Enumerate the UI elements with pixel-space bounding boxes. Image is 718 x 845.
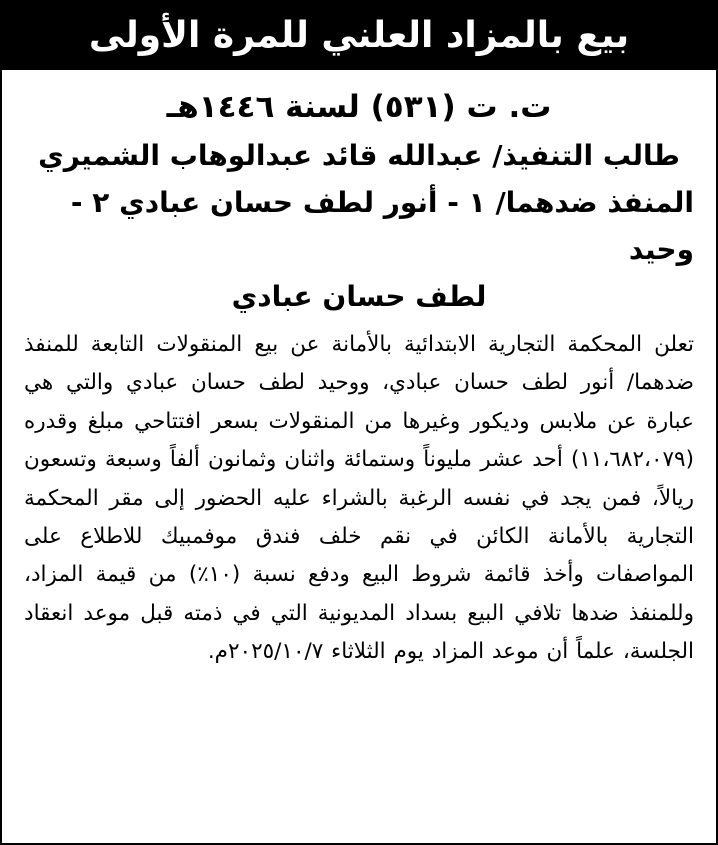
title-bar — [2, 2, 716, 70]
respondents-line-continued: لطف حسان عبادي — [231, 280, 487, 313]
parties-block — [24, 132, 694, 320]
applicant-line: طالب التنفيذ/ عبدالله قائد عبدالوهاب الشميري — [38, 139, 680, 172]
notice-title: بيع بالمزاد العلني للمرة الأولى — [88, 15, 630, 56]
case-number: ت. ت (٥٣١) لسنة ١٤٤٦هـ — [166, 89, 552, 125]
respondents-line: المنفذ ضدهما/ ١ - أنور لطف حسان عبادي ٢ - وحيد — [70, 186, 694, 266]
notice-body: تعلن المحكمة التجارية الابتدائية بالأمانة عن بيع المنقولات التابعة للمنفذ ضدهما/ أنور لطف حسان عبادي، ووحيد لطف حسان عبادي والتي هي عبارة عن ملابس وديكور وغيرها من المنقولات بسعر افتتاحي مبلغ وقدره (١١،٦٨٢،٠٧٩) أحد عشر مليوناً وستمائة واثنان وثمانون ألفاً وسبعة وتسعون ريالاً، فمن يجد في نفسه الرغبة بالشراء عليه الحضور إلى مقر المحكمة التجارية بالأمانة الكائن في نقم خلف فندق موفمبيك للاطلاع على المواصفات وأخذ قائمة شروط البيع ودفع نسبة (١٠٪) من قيمة المزاد، وللمنفذ ضدها تلافي البيع بسداد المديونية التي في ذمته قبل موعد انعقاد الجلسة، علماً أن موعد المزاد يوم الثلاثاء ٢٠٢٥/١٠/٧م. — [24, 332, 694, 665]
